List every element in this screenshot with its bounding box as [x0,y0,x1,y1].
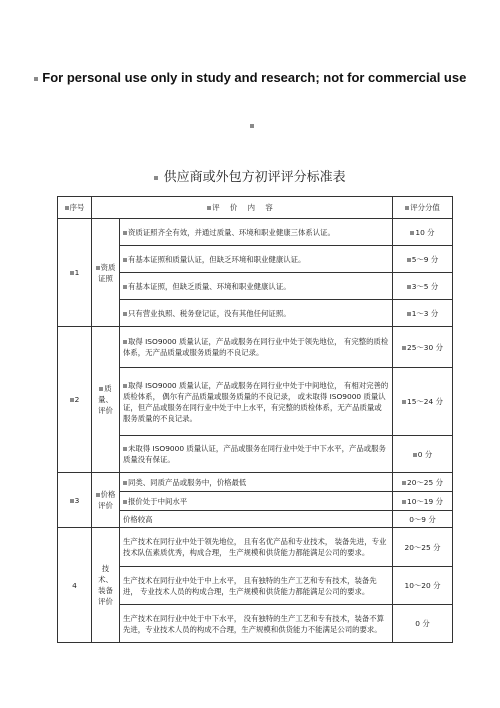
table-row [58,219,453,246]
criteria-text: 有基本证照，但缺乏质量、环境和职业健康认证。 [120,273,393,300]
small-square-icon [65,206,69,210]
table-row [58,473,453,492]
group-seq: 1 [58,219,92,327]
header-content: 评 价 内 容 [92,197,393,219]
small-square-icon [407,285,411,289]
score-value: 5～9 分 [393,246,453,273]
criteria-text: 报价处于中间水平 [120,492,393,511]
small-square-icon [123,447,127,451]
small-square-icon [154,176,158,180]
small-square-icon [70,398,74,402]
small-square-icon [413,453,417,457]
criteria-text: 资质证照齐全有效，并通过质量、环境和职业健康三体系认证。 [120,219,393,246]
score-value: 10 分 [393,219,453,246]
page-title: 供应商或外包方初评评分标准表 [0,166,500,185]
small-square-icon [405,206,409,210]
small-square-icon [70,499,74,503]
criteria-text: 生产技术在同行业中处于领先地位， 且有名优产品和专业技术， 装备先进，专业技术队伍素质优秀，构成合理， 生产规模和供货能力都能满足公司的要求。 [120,528,393,567]
small-square-icon [207,206,211,210]
score-value: 15～24 分 [393,368,453,436]
criteria-text: 取得 ISO9000 质量认证，产品或服务在同行业中处于中间地位， 有相对完善的质检体系， 偶尔有产品质量或服务质量的不良记录， 或未取得 ISO9000 质量认证，但产品或服务在同行业中处于中上水平，有完整的质检体系，无产品质量或服务质量的不良记录。 [120,368,393,436]
small-square-icon [407,312,411,316]
group-category: 质量、评价 [92,327,120,473]
disclaimer-text: For personal use only in study and research; not for commercial use [0,70,500,85]
table-row [58,528,453,567]
score-value: 20～25 分 [393,473,453,492]
small-square-icon [123,340,127,344]
criteria-text: 只有营业执照、税务登记证，没有其他任何证照。 [120,300,393,327]
small-square-icon [96,266,100,270]
small-square-icon [99,387,103,391]
scoring-table [57,196,453,643]
small-square-icon [402,400,406,404]
score-value: 10～20 分 [393,567,453,605]
score-value: 20～25 分 [393,528,453,567]
group-category: 资质证照 [92,219,120,327]
small-square-icon [123,312,127,316]
score-value: 0 分 [393,436,453,473]
small-square-icon [70,271,74,275]
criteria-text: 取得 ISO9000 质量认证，产品或服务在同行业中处于领先地位， 有完整的质检体系，无产品质量或服务质量的不良记录。 [120,327,393,368]
small-square-icon [96,493,100,497]
table-header-row [58,197,453,219]
small-square-icon [402,481,406,485]
score-value: 0 分 [393,605,453,643]
criteria-text: 价格较高 [120,511,393,528]
score-value: 25～30 分 [393,327,453,368]
criteria-text: 生产技术在同行业中处于中上水平， 且有独特的生产工艺和专有技术，装备先进， 专业技术人员的构成合理，生产规模和供货能力都能满足公司的要求。 [120,567,393,605]
group-seq: 4 [58,528,92,643]
criteria-text: 未取得 ISO9000 质量认证，产品或服务在同行业中处于中下水平，产品或服务质量没有保证。 [120,436,393,473]
small-square-icon [402,346,406,350]
small-square-icon [123,285,127,289]
small-square-icon [402,500,406,504]
small-square-icon [123,384,127,388]
small-square-icon [123,258,127,262]
criteria-text: 同类、同质产品或服务中，价格最低 [120,473,393,492]
score-value: 0～9 分 [393,511,453,528]
score-value: 10～19 分 [393,492,453,511]
small-square-icon [123,481,127,485]
header-seq: 序号 [58,197,92,219]
small-square-icon [123,231,127,235]
criteria-text: 有基本证照和质量认证，但缺乏环境和职业健康认证。 [120,246,393,273]
group-category: 技术、装备评价 [92,528,120,643]
header-score: 评分分值 [393,197,453,219]
group-category: 价格评价 [92,473,120,528]
group-seq: 3 [58,473,92,528]
score-value: 1～3 分 [393,300,453,327]
table-row [58,327,453,368]
group-seq: 2 [58,327,92,473]
small-square-icon [250,124,254,128]
score-value: 3～5 分 [393,273,453,300]
small-square-icon [407,258,411,262]
criteria-text: 生产技术在同行业中处于中下水平， 没有独特的生产工艺和专有技术，装备不算先进，专业技术人员的构成不合理，生产规模和供货能力不能满足公司的要求。 [120,605,393,643]
small-square-icon [34,77,38,81]
small-square-icon [410,231,414,235]
small-square-icon [123,500,127,504]
